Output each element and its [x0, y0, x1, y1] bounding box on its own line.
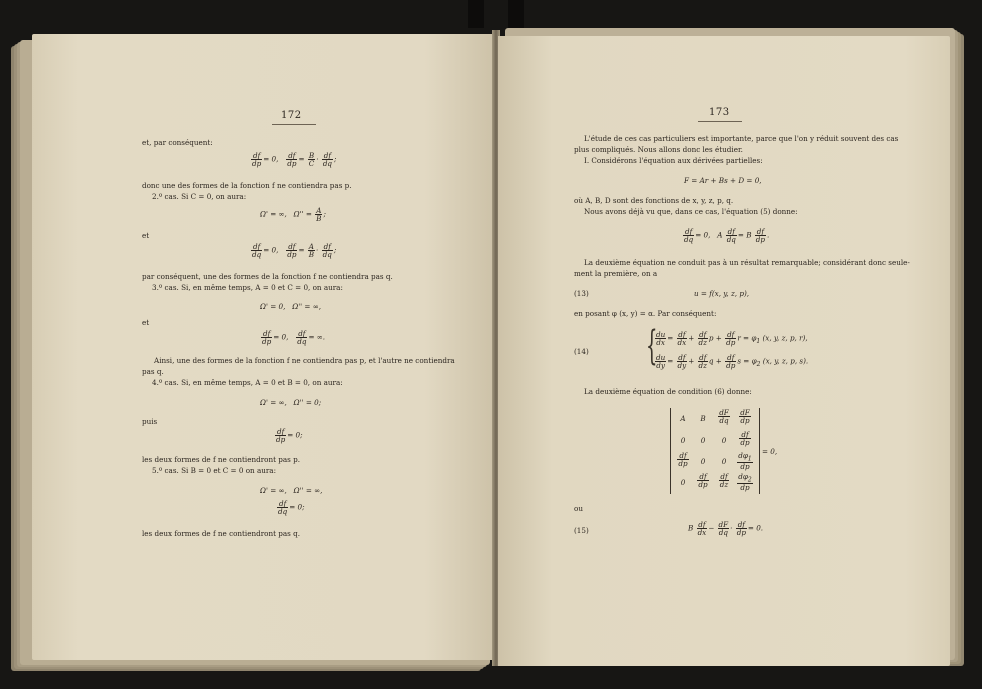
right-eq-1: F = Ar + Bs + D = 0, — [684, 176, 762, 185]
det-cell-0-1: B — [700, 414, 706, 423]
det-cell-0-0: A — [680, 414, 686, 423]
right-line-10: ou — [574, 504, 583, 513]
right-line-5: Nous avons déjà vu que, dans ce cas, l'équation (5) donne: — [584, 207, 798, 216]
left-line-11: puis — [142, 417, 158, 426]
left-eq-4: Ω' = 0, Ω'' = ∞, — [260, 302, 322, 311]
right-eq-6: B $\frac{df}{dx}$ − $\frac{dF}{dq}$ · $\frac{df}{dp}$ = 0. — [688, 520, 764, 537]
right-page — [498, 36, 950, 666]
det-cell-3-0: 0 — [680, 478, 686, 487]
det-cell-2-0: $\frac{df}{dp}$ — [678, 451, 688, 468]
left-line-5: par conséquent, une des formes de la fonction f ne contiendra pas q. — [142, 272, 393, 281]
right-line-2: plus compliqués. Nous allons donc les étudier. — [574, 145, 743, 154]
clip-left — [468, 0, 484, 28]
right-line-8: en posant φ (x, y) = α. Par conséquent: — [574, 309, 717, 318]
right-eq-2: $\frac{df}{dq}$ = 0, A $\frac{df}{dq}$ = B $\frac{df}{dp}$ . — [684, 227, 770, 244]
det-cell-1-1: 0 — [700, 436, 706, 445]
clip-right — [508, 0, 524, 28]
left-line-4: et — [142, 231, 150, 240]
right-eq-4: $\frac{du}{dx}$ = $\frac{df}{dx}$ + $\frac{df}{dz}$ p + $\frac{df}{dp}$ $r = \varphi_1$ (x, y, z, p, r), — [656, 330, 808, 347]
det-cell-0-3: $\frac{dF}{dp}$ — [740, 408, 750, 425]
left-eq-5: $\frac{df}{dp}$ = 0, $\frac{df}{dq}$ = ∞. — [262, 329, 326, 346]
det-cell-2-3: $\frac{d\varphi_1}{dp}$ — [738, 451, 752, 472]
equation-number-15: (15) — [574, 526, 589, 535]
equation-number-14: (14) — [574, 347, 589, 356]
det-cell-1-2: 0 — [721, 436, 727, 445]
left-eq-7: $\frac{df}{dp}$ = 0; — [276, 427, 303, 444]
left-line-12: les deux formes de f ne contiendront pas p. — [142, 455, 301, 464]
right-line-3: I. Considérons l'équation aux dérivées partielles: — [584, 156, 763, 165]
left-line-9: pas q. — [142, 367, 164, 376]
right-line-7: ment la première, on a — [574, 269, 658, 278]
left-page-number: 172 — [281, 110, 302, 121]
left-page-rule — [272, 124, 316, 125]
left-line-10: 4.º cas. Si, en même temps, A = 0 et B = 0, on aura: — [152, 378, 343, 387]
right-line-1: L'étude de ces cas particuliers est importante, parce que l'on y réduit souvent des cas — [584, 134, 899, 143]
det-cell-2-2: 0 — [721, 457, 727, 466]
left-eq-2: Ω' = ∞, Ω'' = $\frac{A}{B}$ ; — [260, 206, 326, 223]
det-cell-1-0: 0 — [680, 436, 686, 445]
det-cell-3-3: $\frac{d\varphi_2}{dp}$ — [738, 472, 752, 493]
right-eq-3: u = f(x, y, z, p), — [694, 289, 750, 298]
left-eq-6: Ω' = ∞, Ω'' = 0; — [260, 398, 322, 407]
left-eq-9: $\frac{df}{dq}$ = 0; — [278, 499, 305, 516]
right-page-rule — [698, 121, 742, 122]
right-eq-5: $\frac{du}{dy}$ = $\frac{df}{dy}$ + $\frac{df}{dz}$ q + $\frac{df}{dp}$ $s = \varphi_2$ (x, y, z, p, s). — [656, 353, 809, 370]
left-line-2: donc une des formes de la fonction f ne contiendra pas p. — [142, 181, 352, 190]
det-cell-3-2: $\frac{df}{dz}$ — [719, 472, 729, 489]
right-page-number: 173 — [709, 107, 730, 118]
left-line-13: 5.º cas. Si B = 0 et C = 0 on aura: — [152, 466, 277, 475]
left-line-6: 3.º cas. Si, en même temps, A = 0 et C = 0, on aura: — [152, 283, 343, 292]
left-page — [32, 34, 494, 660]
system-brace: { — [646, 323, 658, 369]
left-line-7: et — [142, 318, 150, 327]
det-cell-3-1: $\frac{df}{dp}$ — [698, 472, 708, 489]
det-cell-0-2: $\frac{dF}{dq}$ — [719, 408, 729, 425]
right-line-9: La deuxième équation de condition (6) donne: — [584, 387, 752, 396]
determinant-equals-zero: = 0, — [762, 447, 778, 456]
left-eq-3: $\frac{df}{dq}$ = 0, $\frac{df}{dp}$ = $\frac{A}{B}$ · $\frac{df}{dq}$ ; — [252, 242, 337, 259]
equation-number-13: (13) — [574, 289, 589, 298]
left-eq-8: Ω' = ∞, Ω'' = ∞, — [260, 486, 323, 495]
det-cell-1-3: $\frac{df}{dp}$ — [740, 430, 750, 447]
left-line-8: Ainsi, une des formes de la fonction f ne contiendra pas p, et l'autre ne contiendra — [154, 356, 455, 365]
left-line-14: les deux formes de f ne contiendront pas q. — [142, 529, 301, 538]
left-eq-1: $\frac{df}{dp}$ = 0, $\frac{df}{dp}$ = $\frac{B}{C}$ · $\frac{df}{dq}$ ; — [252, 151, 337, 168]
det-cell-2-1: 0 — [700, 457, 706, 466]
left-line-1: et, par conséquent: — [142, 138, 213, 147]
right-line-4: où A, B, D sont des fonctions de x, y, z, p, q. — [574, 196, 734, 205]
right-line-6: La deuxième équation ne conduit pas à un résultat remarquable; considérant donc seule- — [584, 258, 910, 267]
left-line-3: 2.º cas. Si C = 0, on aura: — [152, 192, 247, 201]
